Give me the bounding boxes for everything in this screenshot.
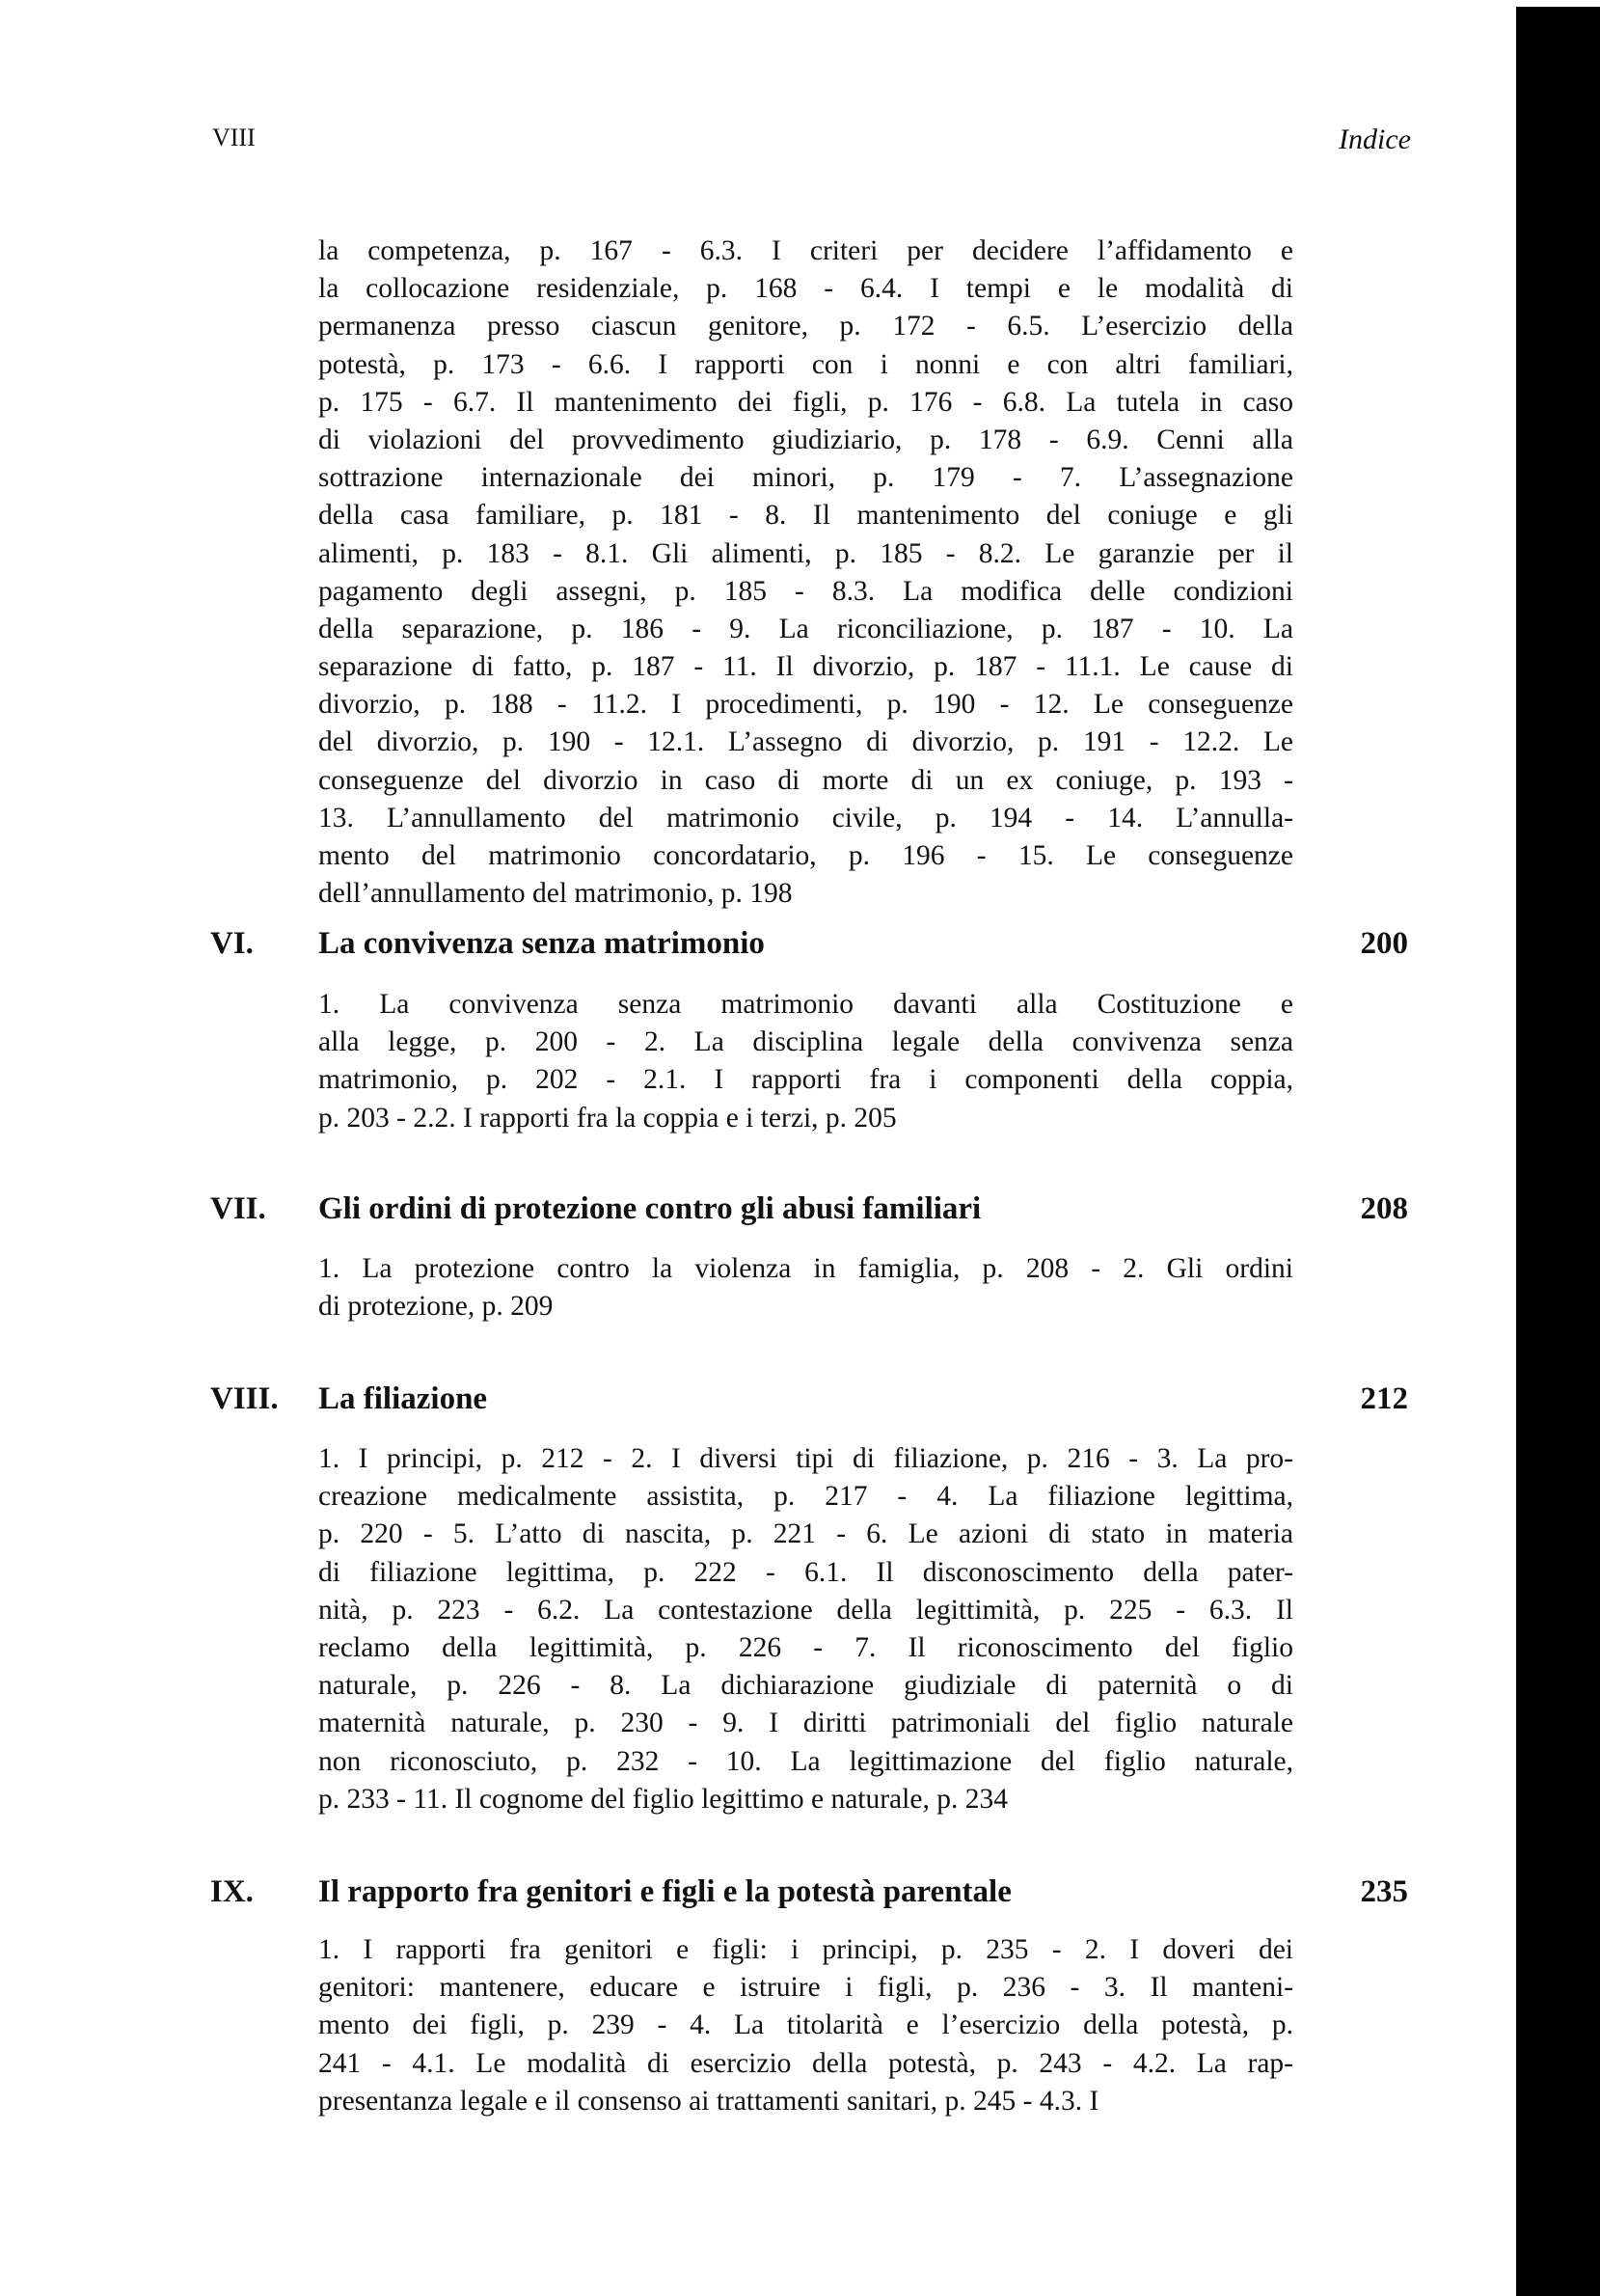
text-line: creazione medicalmente assistita, p. 217 - 4. La filiazione legittima, (318, 1481, 1293, 1513)
chapter-num: VI. (210, 926, 254, 961)
text-line: conseguenze del divorzio in caso di morte di un ex coniuge, p. 193 - (318, 764, 1293, 796)
text-line: permanenza presso ciascun genitore, p. 172 - 6.5. L’esercizio della (318, 311, 1293, 342)
text-line: mento del matrimonio concordatario, p. 196 - 15. Le conseguenze (318, 840, 1293, 871)
scan-edge-shadow (1516, 7, 1600, 2296)
text-line: divorzio, p. 188 - 11.2. I procedimenti, p. 190 - 12. Le conseguenze (318, 689, 1293, 721)
chapter-page: 200 (1360, 926, 1408, 961)
text-line: del divorzio, p. 190 - 12.1. L’assegno di divorzio, p. 191 - 12.2. Le (318, 726, 1293, 758)
text-line: della casa familiare, p. 181 - 8. Il mantenimento del coniuge e gli (318, 500, 1293, 532)
text-line: di filiazione legittima, p. 222 - 6.1. Il disconoscimento della pater- (318, 1556, 1293, 1588)
chapter-contents (318, 1440, 1293, 1818)
text-line: di protezione, p. 209 (318, 1291, 554, 1323)
chapter-page: 208 (1360, 1191, 1408, 1226)
text-line: dell’annullamento del matrimonio, p. 198 (318, 878, 793, 910)
chapter-page: 212 (1360, 1381, 1408, 1416)
text-line: 1. La protezione contro la violenza in famiglia, p. 208 - 2. Gli ordini (318, 1253, 1293, 1284)
text-line: 1. I principi, p. 212 - 2. I diversi tipi di filiazione, p. 216 - 3. La pro- (318, 1443, 1293, 1474)
chapter-contents (318, 1250, 1293, 1326)
text-line: separazione di fatto, p. 187 - 11. Il divorzio, p. 187 - 11.1. Le cause di (318, 651, 1293, 683)
text-line: maternità naturale, p. 230 - 9. I diritti patrimoniali del figlio naturale (318, 1708, 1293, 1739)
chapter-contents (318, 986, 1293, 1137)
text-line: p. 233 - 11. Il cognome del figlio legittimo e naturale, p. 234 (318, 1783, 1008, 1815)
chapter-heading (210, 1874, 1408, 1917)
text-line: non riconosciuto, p. 232 - 10. La legittimazione del figlio naturale, (318, 1745, 1293, 1777)
chapter-title: La convivenza senza matrimonio (318, 926, 765, 961)
page-number: VIII (212, 123, 256, 151)
text-line: la collocazione residenziale, p. 168 - 6.4. I tempi e le modalità di (318, 273, 1293, 305)
chapter-heading (210, 1191, 1408, 1234)
text-line: 241 - 4.1. Le modalità di esercizio della potestà, p. 243 - 4.2. La rap- (318, 2047, 1293, 2079)
text-line: 1. I rapporti fra genitori e figli: i principi, p. 235 - 2. I doveri dei (318, 1934, 1293, 1965)
text-line: p. 175 - 6.7. Il mantenimento dei figli, p. 176 - 6.8. La tutela in caso (318, 386, 1293, 418)
text-line: naturale, p. 226 - 8. La dichiarazione giudiziale di paternità o di (318, 1670, 1293, 1702)
chapter-heading (210, 1381, 1408, 1424)
chapter-contents (318, 1931, 1293, 2120)
text-line: 13. L’annullamento del matrimonio civile, p. 194 - 14. L’annulla- (318, 802, 1293, 834)
chapter-num: IX. (210, 1874, 254, 1909)
chapter-num: VIII. (210, 1381, 279, 1416)
text-line: reclamo della legittimità, p. 226 - 7. Il riconoscimento del figlio (318, 1631, 1293, 1663)
text-line: sottrazione internazionale dei minori, p. 179 - 7. L’assegnazione (318, 462, 1293, 494)
chapter-title: Gli ordini di protezione contro gli abusi familiari (318, 1191, 982, 1226)
chapter-page: 235 (1360, 1874, 1408, 1909)
chapter-num: VII. (210, 1191, 266, 1226)
text-line: matrimonio, p. 202 - 2.1. I rapporti fra i componenti della coppia, (318, 1064, 1293, 1096)
text-line: p. 203 - 2.2. I rapporti fra la coppia e i terzi, p. 205 (318, 1102, 897, 1134)
text-line: di violazioni del provvedimento giudiziario, p. 178 - 6.9. Cenni alla (318, 424, 1293, 455)
text-line: la competenza, p. 167 - 6.3. I criteri per decidere l’affidamento e (318, 235, 1293, 266)
chapter-title: Il rapporto fra genitori e figli e la potestà parentale (318, 1874, 1012, 1909)
text-line: della separazione, p. 186 - 9. La riconciliazione, p. 187 - 10. La (318, 613, 1293, 644)
text-line: presentanza legale e il consenso ai trattamenti sanitari, p. 245 - 4.3. I (318, 2085, 1099, 2117)
text-line: 1. La convivenza senza matrimonio davanti alla Costituzione e (318, 989, 1293, 1020)
running-title: Indice (1339, 123, 1411, 155)
text-line: alla legge, p. 200 - 2. La disciplina legale della convivenza senza (318, 1026, 1293, 1058)
text-line: genitori: mantenere, educare e istruire i figli, p. 236 - 3. Il manteni- (318, 1972, 1293, 2004)
text-line: nità, p. 223 - 6.2. La contestazione della legittimità, p. 225 - 6.3. Il (318, 1594, 1293, 1626)
intro-paragraph (318, 232, 1293, 913)
chapter-title: La filiazione (318, 1381, 488, 1416)
text-line: mento dei figli, p. 239 - 4. La titolarità e l’esercizio della potestà, p. (318, 2009, 1293, 2041)
text-line: alimenti, p. 183 - 8.1. Gli alimenti, p. 185 - 8.2. Le garanzie per il (318, 537, 1293, 569)
chapter-heading (210, 926, 1408, 969)
text-line: pagamento degli assegni, p. 185 - 8.3. La modifica delle condizioni (318, 575, 1293, 607)
text-line: p. 220 - 5. L’atto di nascita, p. 221 - 6. Le azioni di stato in materia (318, 1518, 1293, 1550)
text-line: potestà, p. 173 - 6.6. I rapporti con i nonni e con altri familiari, (318, 348, 1293, 380)
